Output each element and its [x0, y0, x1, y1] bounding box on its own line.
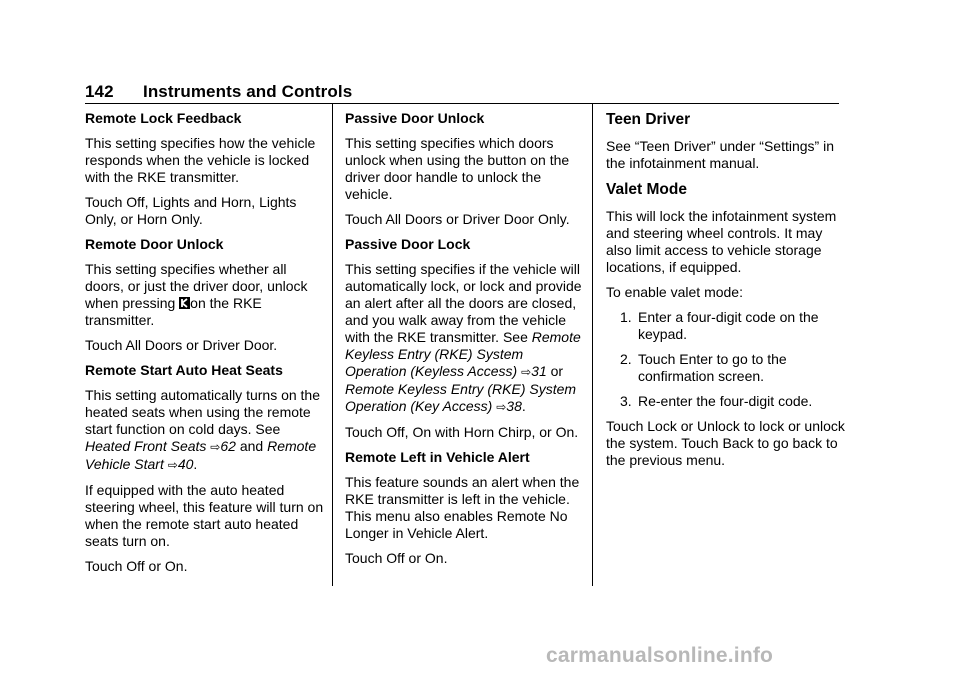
paragraph: Touch Off, On with Horn Chirp, or On. [345, 424, 579, 440]
paragraph: This feature sounds an alert when the RKE transmitter is left in the vehicle. This menu also enables Remote No Longer in Vehicle Alert. [345, 474, 580, 541]
paragraph: Touch Off, Lights and Horn, Lights Only, or Horn Only. [85, 194, 297, 227]
paragraph: Touch All Doors or Driver Door Only. [345, 211, 570, 227]
paragraph: This will lock the infotainment system and steering wheel controls. It may also limit access to vehicle storage locations, if equipped. [606, 208, 837, 275]
valet-steps-list [606, 309, 846, 410]
page-reference-link[interactable]: Heated Front Seats [85, 438, 207, 454]
page-reference-number[interactable]: 31 [531, 363, 547, 379]
paragraph: Touch Lock or Unlock to lock or unlock the system. Touch Back to go back to the previous menu. [606, 418, 845, 468]
page-reference-arrow-icon: ⇨ [210, 440, 221, 454]
paragraph: This setting specifies which doors unlock when using the button on the driver door handle to unlock the vehicle. [345, 135, 570, 202]
page-reference-number[interactable]: 40 [177, 456, 194, 472]
paragraph: To enable valet mode: [606, 284, 743, 300]
list-item: 1. Enter a four-digit code on the keypad. [620, 309, 819, 342]
heading-teen-driver: Teen Driver [606, 111, 691, 128]
column-1 [85, 110, 325, 583]
column-divider-1 [332, 104, 333, 586]
page-reference-link[interactable]: Remote Keyless Entry (RKE) System Operation (Key Access) [345, 381, 577, 414]
paragraph: See “Teen Driver” under “Settings” in the infotainment manual. [606, 138, 834, 171]
paragraph: This setting specifies how the vehicle responds when the vehicle is locked with the RKE transmitter. [85, 135, 316, 185]
header-rule [85, 103, 839, 104]
page-number: 142 [85, 82, 114, 101]
heading-remote-door-unlock: Remote Door Unlock [85, 236, 224, 252]
paragraph: Touch All Doors or Driver Door. [85, 337, 278, 353]
heading-passive-door-lock: Passive Door Lock [345, 236, 471, 252]
paragraph: Touch Off or On. [345, 550, 448, 566]
page-reference-arrow-icon: ⇨ [167, 458, 178, 472]
heading-passive-door-unlock: Passive Door Unlock [345, 110, 485, 126]
column-3 [606, 110, 846, 477]
page-header [85, 82, 352, 102]
paragraph: This setting automatically turns on the heated seats when using the remote start function on cold days. See Heated Front Seats ⇨62 and Remote Vehicle Start ⇨40. [85, 387, 321, 472]
page-reference-number[interactable]: 62 [220, 438, 236, 454]
watermark: carmanualsonline.info [546, 644, 774, 667]
column-2 [345, 110, 585, 575]
list-item: 2. Touch Enter to go to the confirmation screen. [620, 351, 787, 384]
paragraph: This setting specifies if the vehicle will automatically lock, or lock and provide an alert after all the doors are closed, and you walk away from the vehicle with the RKE transmitter. See Remote Keyless Entry (RKE) System Operation (Keyless Access) ⇨31 or Remote Keyless Entry (RKE) System Operation (Key Access) ⇨38. [345, 261, 582, 414]
heading-valet-mode: Valet Mode [606, 181, 687, 198]
heading-remote-lock-feedback: Remote Lock Feedback [85, 110, 242, 126]
page-reference-link[interactable]: Remote Vehicle Start [85, 438, 317, 472]
section-title: Instruments and Controls [143, 82, 353, 101]
list-item: 3. Re-enter the four-digit code. [620, 393, 813, 409]
page-reference-link[interactable]: Remote Keyless Entry (RKE) System Operation (Keyless Access) [345, 329, 581, 379]
paragraph: If equipped with the auto heated steering wheel, this feature will turn on when the remote start auto heated seats turn on. [85, 482, 324, 549]
unlock-key-icon [179, 297, 190, 309]
paragraph: This setting specifies whether all doors, or just the driver door, unlock when pressing on the RKE transmitter. [85, 261, 308, 328]
heading-remote-start-auto-heat-seats: Remote Start Auto Heat Seats [85, 362, 283, 378]
page-reference-arrow-icon: ⇨ [521, 365, 532, 379]
column-divider-2 [592, 104, 593, 586]
page-reference-number[interactable]: 38 [506, 398, 522, 414]
page-reference-arrow-icon: ⇨ [496, 400, 507, 414]
paragraph: Touch Off or On. [85, 558, 188, 574]
heading-remote-left-in-vehicle-alert: Remote Left in Vehicle Alert [345, 449, 530, 465]
